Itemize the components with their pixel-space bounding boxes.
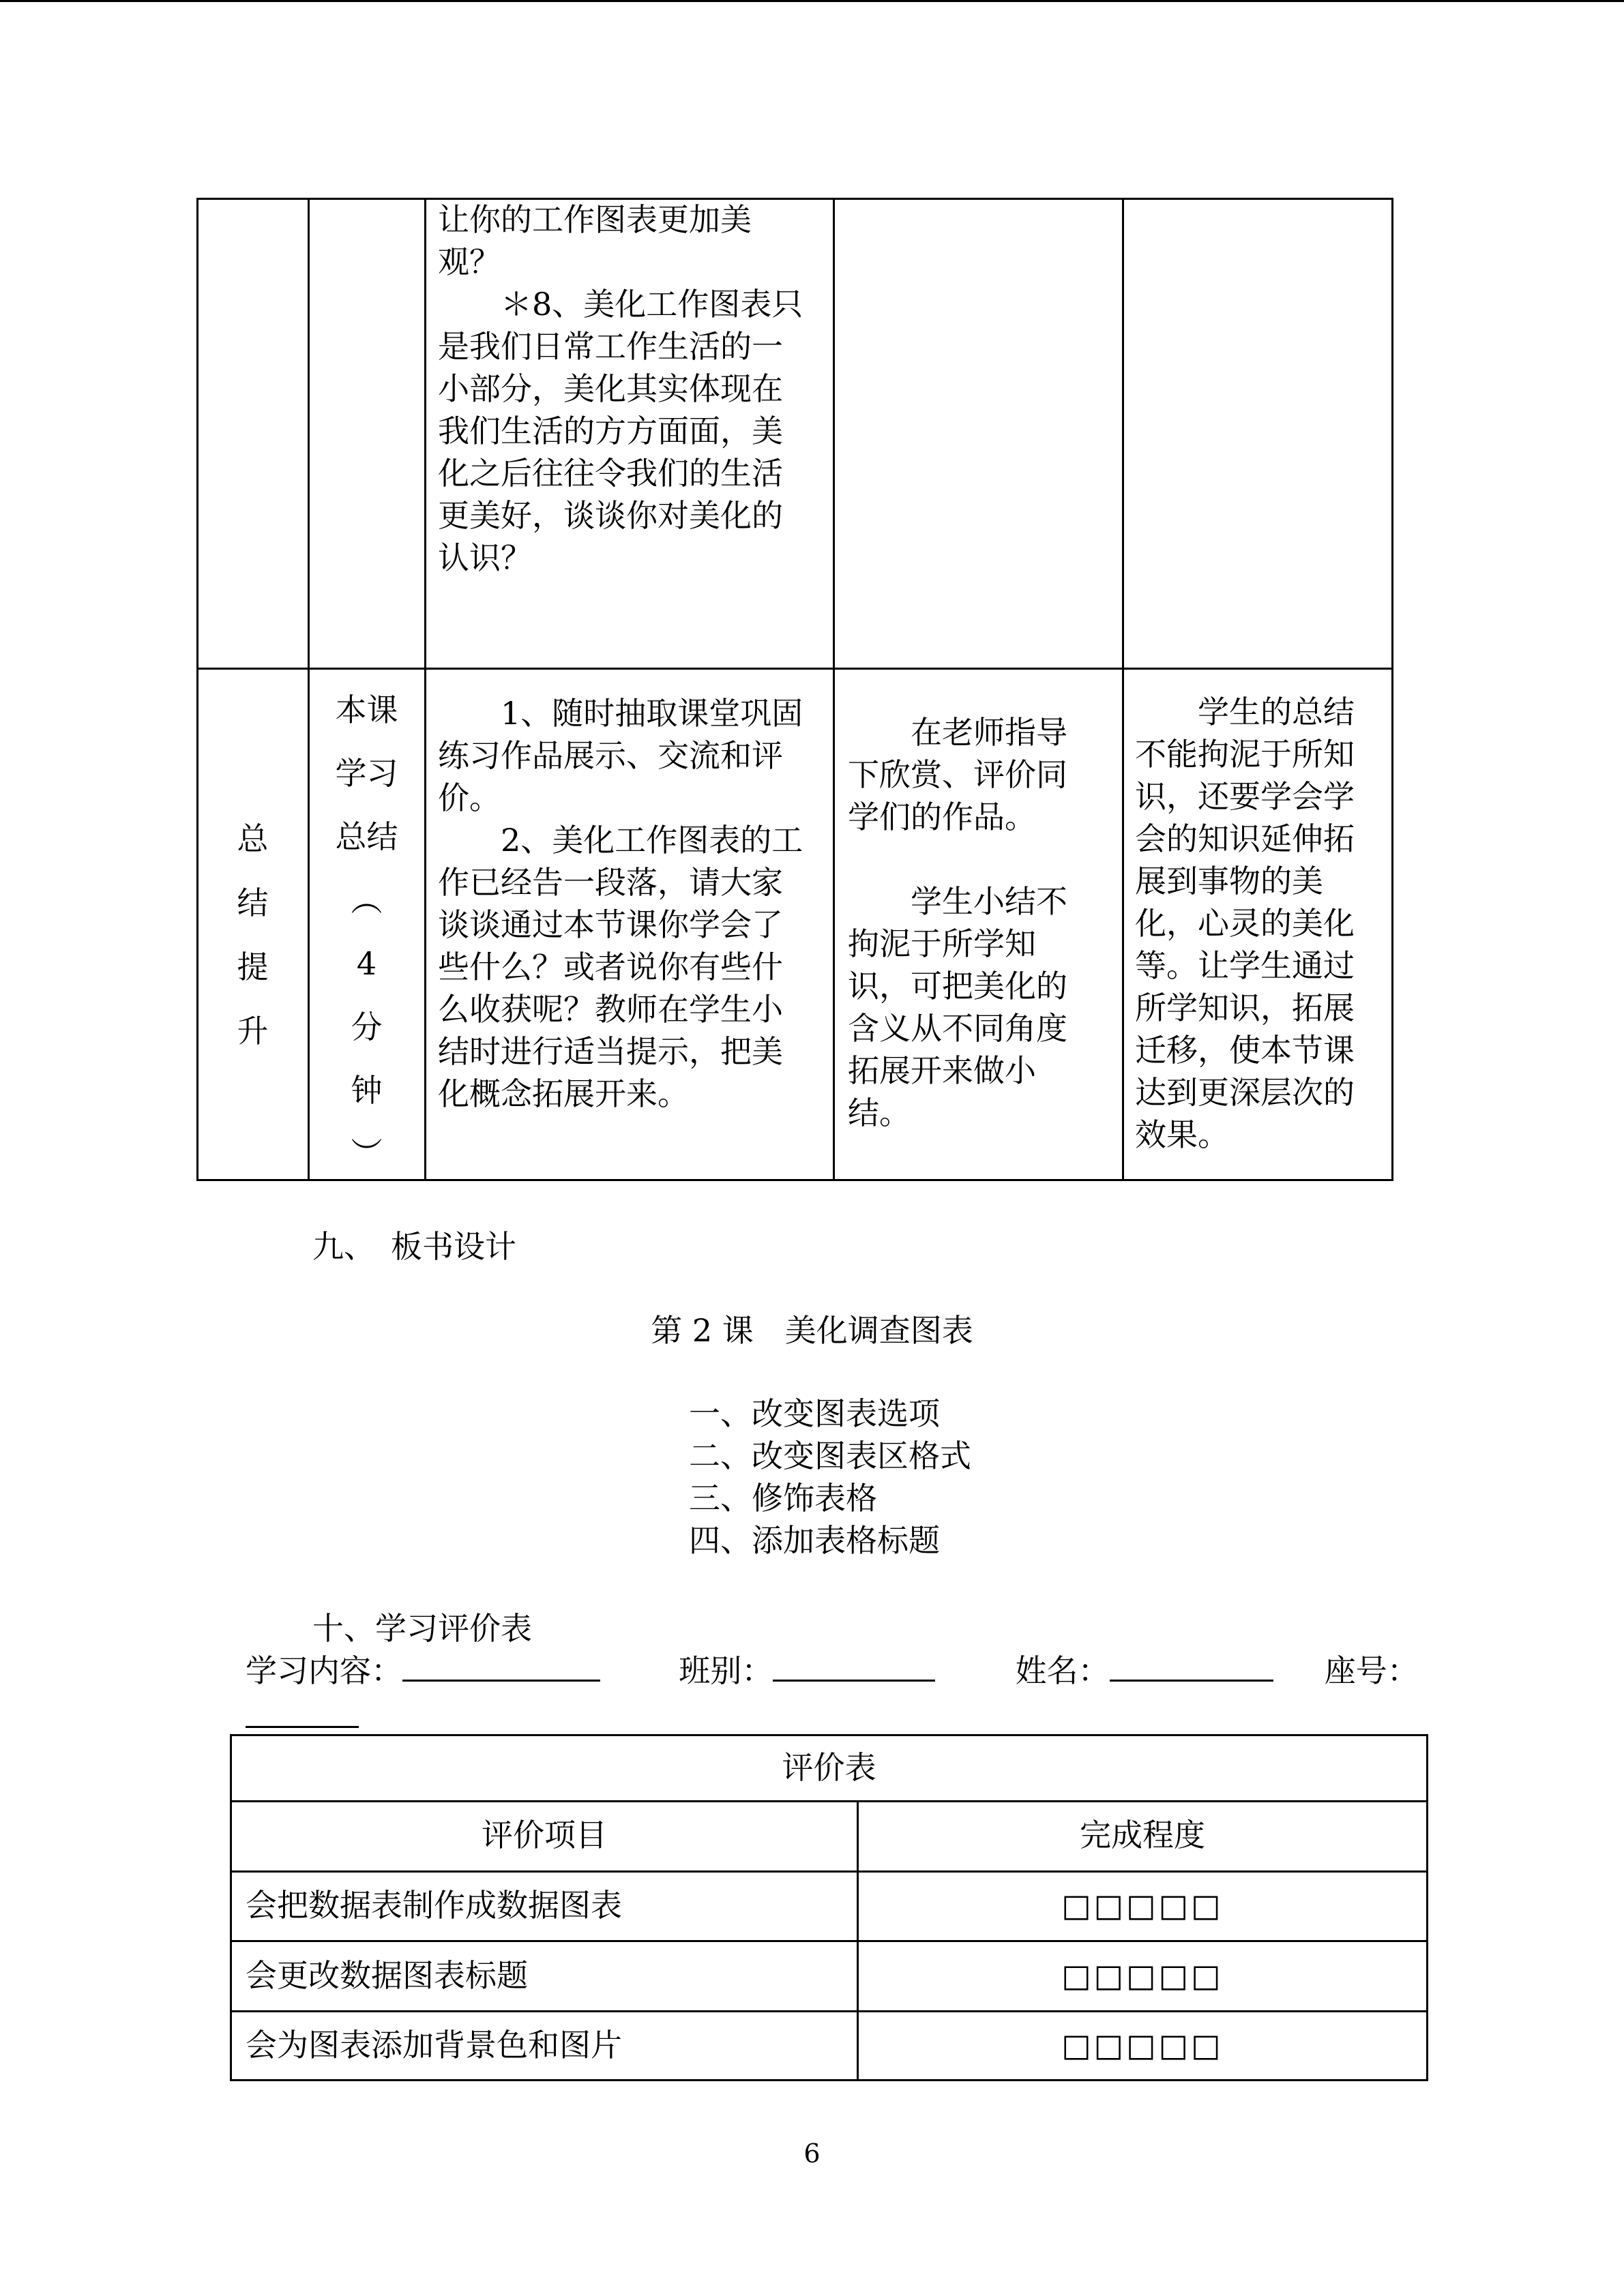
text-line: 拘泥于所学知 (848, 925, 1036, 962)
text-line: 效果。 (1135, 1116, 1229, 1153)
text-line: 谈谈通过本节课你学会了 (438, 906, 783, 943)
board-lesson-title: 第 2 课 美化调查图表 (651, 1312, 973, 1349)
board-item-list (689, 1392, 971, 1562)
text-line: 所学知识，拓展 (1135, 989, 1355, 1026)
text-line: 么收获呢？教师在学生小 (438, 991, 783, 1028)
stage-char: 升 (237, 1013, 269, 1049)
board-item: 四、添加表格标题 (689, 1522, 940, 1559)
summary-content-label (309, 679, 424, 1186)
text-line: 观？ (438, 243, 501, 280)
content-line: ︶ (351, 1135, 383, 1172)
rating-checkboxes[interactable]: □□□□□ (1061, 1887, 1224, 1924)
field-name-label: 姓名： (1015, 1652, 1110, 1689)
board-item: 一、改变图表选项 (689, 1395, 940, 1432)
rating-checkboxes[interactable]: □□□□□ (1061, 2027, 1224, 2063)
stage-char: 结 (237, 884, 269, 921)
stage-char: 总 (237, 820, 269, 857)
top-row-activity-text (438, 198, 803, 579)
text-line: 结。 (848, 1094, 911, 1131)
page-number: 6 (803, 2138, 821, 2168)
text-line: 化之后往往令我们的生活 (438, 455, 783, 492)
content-line: 分 (351, 1009, 383, 1045)
text-line: 拓展开来做小 (848, 1052, 1036, 1089)
text-line: 识，还要学会学 (1135, 778, 1355, 815)
table-row-item: 会为图表添加背景色和图片 (246, 2027, 622, 2063)
stage-char: 提 (237, 949, 269, 985)
text-line: 迁移，使本节课 (1135, 1032, 1355, 1069)
field-class-label: 班别： (679, 1652, 773, 1689)
text-line: 小部分，美化其实体现在 (438, 370, 783, 407)
field-seat-blank[interactable] (246, 1726, 359, 1728)
text-line: 1、随时抽取课堂巩固 (438, 695, 803, 732)
board-design-heading: 九、 板书设计 (312, 1228, 516, 1265)
content-line: 学习 (335, 755, 398, 792)
text-line: 是我们日常工作生活的一 (438, 328, 783, 365)
content-line: ︵ (351, 882, 383, 919)
column-header-item: 评价项目 (482, 1817, 607, 1853)
text-line: 价。 (438, 779, 501, 816)
rating-checkboxes[interactable]: □□□□□ (1061, 1957, 1224, 1994)
text-line: 2、美化工作图表的工 (438, 822, 803, 859)
text-line: 认识？ (438, 539, 532, 576)
content-line: 本课 (335, 691, 398, 728)
board-item: 三、修饰表格 (689, 1480, 877, 1517)
text-line: 达到更深层次的 (1135, 1074, 1355, 1111)
board-item: 二、改变图表区格式 (689, 1437, 971, 1474)
text-line: 识，可把美化的 (848, 968, 1067, 1004)
table-row-item: 会把数据表制作成数据图表 (246, 1887, 622, 1924)
text-line: 学生的总结 (1135, 694, 1355, 730)
evaluation-table-title: 评价表 (782, 1749, 876, 1786)
text-line: 会的知识延伸拓 (1135, 820, 1355, 857)
content-line: 4 (356, 945, 377, 982)
text-line: 展到事物的美 (1135, 863, 1323, 899)
field-content-blank[interactable] (402, 1650, 600, 1682)
text-line (848, 838, 1067, 880)
text-line: 学生小结不 (848, 883, 1067, 920)
text-line: ＊8、美化工作图表只 (438, 286, 803, 323)
text-line: 等。让学生通过 (1135, 947, 1355, 984)
summary-design-intent (1135, 691, 1355, 1156)
text-line: 结时进行适当提示，把美 (438, 1033, 783, 1070)
text-line: 含义从不同角度 (848, 1010, 1067, 1047)
content-line: 总结 (335, 818, 398, 855)
field-class-blank[interactable] (773, 1650, 935, 1682)
summary-student-activity (848, 711, 1067, 1134)
text-line: 化概念拓展开来。 (438, 1075, 689, 1112)
text-line: 不能拘泥于所知 (1135, 736, 1355, 773)
text-line: 更美好，谈谈你对美化的 (438, 497, 783, 534)
summary-stage-label (198, 807, 308, 1063)
field-content-label: 学习内容： (246, 1652, 402, 1689)
evaluation-fields (246, 1650, 1419, 1692)
field-seat-label: 座号： (1324, 1652, 1419, 1689)
text-line: 让你的工作图表更加美 (438, 201, 752, 238)
text-line: 作已经告一段落，请大家 (438, 864, 783, 901)
text-line: 下欣赏、评价同 (848, 756, 1067, 793)
text-line: 练习作品展示、交流和评 (438, 737, 783, 774)
text-line: 我们生活的方方面面，美 (438, 413, 783, 449)
content-line: 钟 (351, 1072, 383, 1109)
table-row-item: 会更改数据图表标题 (246, 1957, 528, 1994)
text-line: 化，心灵的美化 (1135, 905, 1355, 942)
summary-teacher-activity (438, 692, 803, 1115)
text-line: 些什么？或者说你有些什 (438, 949, 783, 985)
evaluation-heading: 十、学习评价表 (312, 1610, 532, 1647)
text-line: 学们的作品。 (848, 799, 1036, 835)
text-line: 在老师指导 (848, 714, 1067, 751)
column-header-degree: 完成程度 (1080, 1817, 1205, 1853)
field-name-blank[interactable] (1110, 1650, 1273, 1682)
